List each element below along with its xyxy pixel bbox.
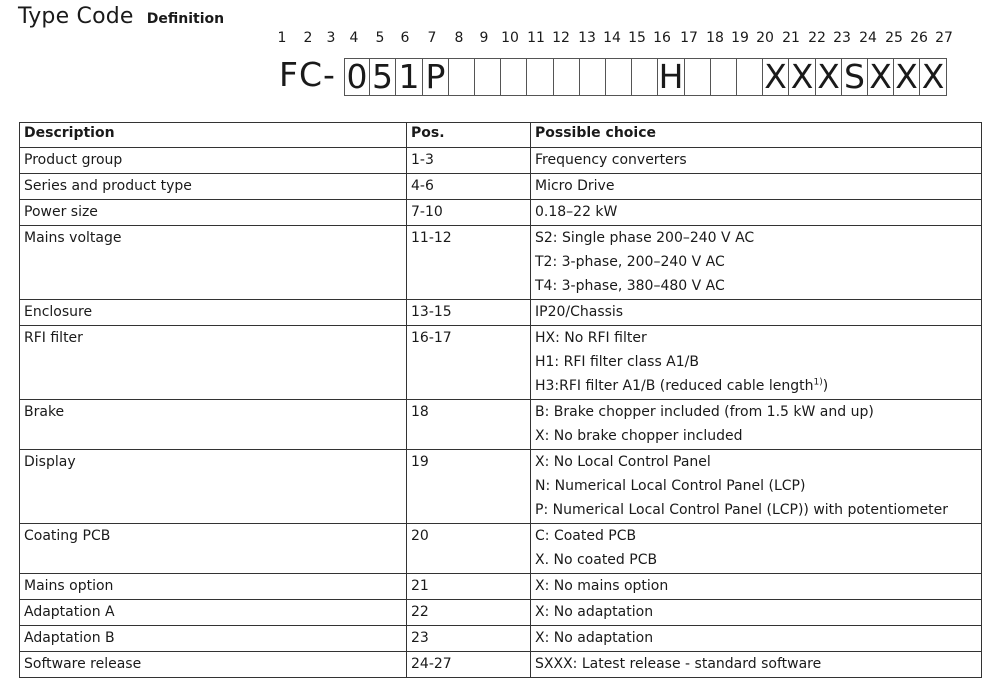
code-box: X — [763, 58, 789, 96]
row-choices — [531, 600, 982, 626]
choice-text: Frequency converters — [535, 152, 687, 168]
position-number: 9 — [479, 30, 489, 46]
row-choices — [531, 652, 982, 678]
position-number: 18 — [706, 30, 724, 46]
position-number: 6 — [400, 30, 410, 46]
position-number: 7 — [427, 30, 437, 46]
description-text: Software release — [24, 656, 142, 672]
row-description — [20, 148, 407, 174]
row-position — [407, 174, 531, 200]
type-code-prefix: FC- — [279, 55, 336, 94]
description-text: Enclosure — [24, 304, 93, 320]
choice-text: X: No brake chopper included — [535, 428, 743, 444]
header-position: Pos. — [407, 123, 531, 148]
row-position — [407, 524, 531, 574]
row-position — [407, 200, 531, 226]
description-text: Product group — [24, 152, 123, 168]
row-choices — [531, 326, 982, 400]
description-text: RFI filter — [24, 330, 83, 346]
table-body — [20, 148, 982, 678]
type-code-table — [19, 122, 982, 678]
code-box: X — [920, 58, 947, 96]
row-position — [407, 326, 531, 400]
position-text: 19 — [411, 454, 429, 470]
table-row — [20, 148, 982, 174]
choice-item — [535, 375, 976, 399]
choice-text: X: No mains option — [535, 578, 669, 594]
footnote-marker: 1) — [813, 377, 823, 388]
code-box — [632, 58, 658, 96]
description-text: Display — [24, 454, 76, 470]
row-position — [407, 652, 531, 678]
position-text: 13-15 — [411, 304, 452, 320]
row-position — [407, 148, 531, 174]
code-box — [501, 58, 527, 96]
position-number: 15 — [628, 30, 646, 46]
choice-text: 0.18–22 kW — [535, 204, 618, 220]
row-description — [20, 450, 407, 524]
choice-item — [535, 425, 976, 449]
code-box: X — [868, 58, 894, 96]
table-row — [20, 524, 982, 574]
choice-item — [535, 275, 976, 299]
choice-item — [535, 149, 976, 173]
code-box — [554, 58, 580, 96]
row-choices — [531, 300, 982, 326]
row-description — [20, 174, 407, 200]
position-text: 1-3 — [411, 152, 434, 168]
choice-text: H1: RFI filter class A1/B — [535, 354, 699, 370]
position-number: 14 — [603, 30, 621, 46]
position-number: 20 — [756, 30, 774, 46]
position-number: 4 — [349, 30, 359, 46]
choice-item — [535, 401, 976, 425]
choice-text: Micro Drive — [535, 178, 615, 194]
position-number: 5 — [375, 30, 385, 46]
choice-item — [535, 601, 976, 625]
description-text: Brake — [24, 404, 65, 420]
row-choices — [531, 450, 982, 524]
position-number: 22 — [808, 30, 826, 46]
choice-item — [535, 549, 976, 573]
description-text: Series and product type — [24, 178, 192, 194]
row-choices — [531, 226, 982, 300]
position-number: 25 — [885, 30, 903, 46]
code-box: X — [816, 58, 842, 96]
choice-text: H3:RFI filter A1/B (reduced cable length — [535, 378, 814, 394]
row-position — [407, 574, 531, 600]
code-box — [737, 58, 763, 96]
code-box: P — [423, 58, 449, 96]
position-text: 24-27 — [411, 656, 452, 672]
position-number: 26 — [910, 30, 928, 46]
position-number: 8 — [454, 30, 464, 46]
code-box — [449, 58, 475, 96]
position-number: 19 — [731, 30, 749, 46]
code-box: X — [789, 58, 816, 96]
code-box — [475, 58, 501, 96]
choice-text: HX: No RFI filter — [535, 330, 647, 346]
row-position — [407, 450, 531, 524]
code-box: 5 — [370, 58, 396, 96]
choice-item — [535, 175, 976, 199]
choice-text: X: No adaptation — [535, 630, 654, 646]
position-text: 11-12 — [411, 230, 452, 246]
choice-item — [535, 653, 976, 677]
choice-item — [535, 575, 976, 599]
choice-text: IP20/Chassis — [535, 304, 624, 320]
choice-item — [535, 227, 976, 251]
row-description — [20, 300, 407, 326]
position-number: 10 — [501, 30, 519, 46]
row-description — [20, 524, 407, 574]
position-text: 21 — [411, 578, 429, 594]
description-text: Power size — [24, 204, 98, 220]
description-text: Mains option — [24, 578, 114, 594]
table-row — [20, 450, 982, 524]
choice-text: N: Numerical Local Control Panel (LCP) — [535, 478, 806, 494]
code-box — [580, 58, 606, 96]
position-number: 16 — [653, 30, 671, 46]
code-box: 0 — [344, 58, 370, 96]
row-description — [20, 626, 407, 652]
position-number: 3 — [326, 30, 336, 46]
position-number: 21 — [782, 30, 800, 46]
row-position — [407, 226, 531, 300]
table-row — [20, 400, 982, 450]
page-title — [18, 4, 224, 29]
position-number: 17 — [680, 30, 698, 46]
row-position — [407, 600, 531, 626]
position-number: 2 — [303, 30, 313, 46]
row-choices — [531, 524, 982, 574]
row-choices — [531, 574, 982, 600]
table-row — [20, 226, 982, 300]
position-number: 24 — [859, 30, 877, 46]
row-description — [20, 226, 407, 300]
row-description — [20, 400, 407, 450]
choice-item — [535, 499, 976, 523]
position-text: 23 — [411, 630, 429, 646]
choice-text: X: No Local Control Panel — [535, 454, 711, 470]
position-number: 27 — [935, 30, 953, 46]
position-number: 23 — [833, 30, 851, 46]
position-text: 4-6 — [411, 178, 434, 194]
row-description — [20, 574, 407, 600]
row-position — [407, 400, 531, 450]
choice-text: P: Numerical Local Control Panel (LCP)) with potentiometer — [535, 502, 948, 518]
table-row — [20, 174, 982, 200]
choice-text: T4: 3-phase, 380–480 V AC — [535, 278, 725, 294]
row-description — [20, 652, 407, 678]
table-row — [20, 574, 982, 600]
position-text: 22 — [411, 604, 429, 620]
row-choices — [531, 626, 982, 652]
header-description: Description — [20, 123, 407, 148]
choice-item — [535, 525, 976, 549]
choice-text: SXXX: Latest release - standard software — [535, 656, 822, 672]
title-subtitle: Definition — [146, 11, 225, 27]
choice-text: X: No adaptation — [535, 604, 654, 620]
choice-text: T2: 3-phase, 200–240 V AC — [535, 254, 725, 270]
code-box: S — [842, 58, 868, 96]
position-number: 1 — [277, 30, 287, 46]
description-text: Adaptation B — [24, 630, 115, 646]
table-row — [20, 652, 982, 678]
closing-paren: ) — [822, 378, 829, 394]
position-number: 12 — [552, 30, 570, 46]
row-position — [407, 626, 531, 652]
table-row — [20, 626, 982, 652]
description-text: Adaptation A — [24, 604, 115, 620]
choice-text: B: Brake chopper included (from 1.5 kW and up) — [535, 404, 874, 420]
choice-item — [535, 251, 976, 275]
choice-item — [535, 451, 976, 475]
choice-item — [535, 327, 976, 351]
position-number: 13 — [578, 30, 596, 46]
description-text: Coating PCB — [24, 528, 111, 544]
row-choices — [531, 400, 982, 450]
choice-item — [535, 475, 976, 499]
choice-item — [535, 627, 976, 651]
table-header-row — [20, 123, 982, 148]
position-text: 7-10 — [411, 204, 443, 220]
choice-text: S2: Single phase 200–240 V AC — [535, 230, 755, 246]
table-row — [20, 200, 982, 226]
position-number: 11 — [527, 30, 545, 46]
code-box — [606, 58, 632, 96]
title-main: Type Code — [18, 4, 134, 29]
table-row — [20, 300, 982, 326]
position-text: 20 — [411, 528, 429, 544]
choice-item — [535, 301, 976, 325]
position-text: 16-17 — [411, 330, 452, 346]
choice-item — [535, 201, 976, 225]
choice-text: C: Coated PCB — [535, 528, 637, 544]
choice-text: X. No coated PCB — [535, 552, 658, 568]
code-box: 1 — [396, 58, 423, 96]
code-box — [711, 58, 737, 96]
row-choices — [531, 148, 982, 174]
position-numbers — [270, 30, 960, 48]
code-box — [685, 58, 711, 96]
code-box: X — [894, 58, 920, 96]
row-description — [20, 600, 407, 626]
row-description — [20, 200, 407, 226]
header-choice: Possible choice — [531, 123, 982, 148]
choice-item — [535, 351, 976, 375]
position-text: 18 — [411, 404, 429, 420]
code-box — [527, 58, 554, 96]
row-choices — [531, 200, 982, 226]
table-row — [20, 600, 982, 626]
row-choices — [531, 174, 982, 200]
row-description — [20, 326, 407, 400]
description-text: Mains voltage — [24, 230, 122, 246]
row-position — [407, 300, 531, 326]
code-box: H — [658, 57, 684, 96]
table-row — [20, 326, 982, 400]
